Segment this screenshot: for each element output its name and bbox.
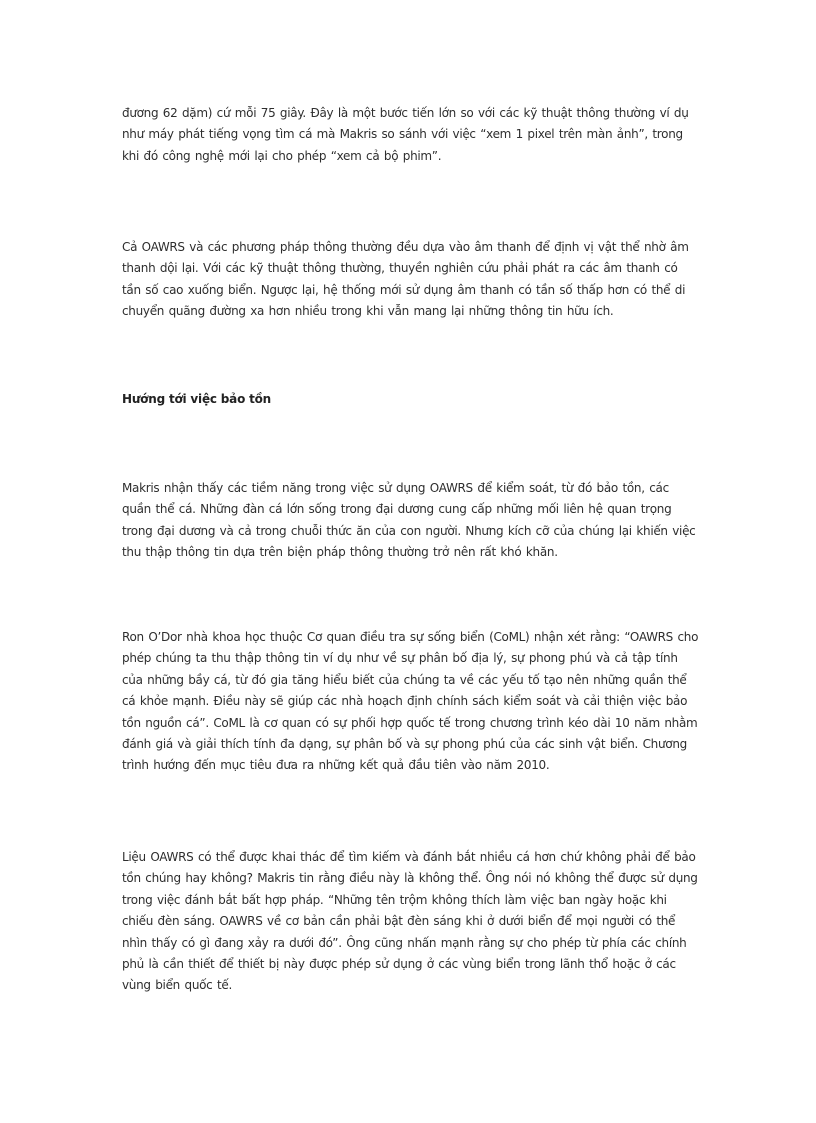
section-heading-conservation: Hướng tới việc bảo tồn: [122, 392, 272, 406]
paragraph-coml-quote: Ron O’Dor nhà khoa học thuộc Cơ quan điều tra sự sống biển (CoML) nhận xét rằng: “OAWRS cho phép chúng ta thu thập thông tin ví dụ như về sự phân bố địa lý, sự phong phú và cả tập tính của những bầy cá, từ đó gia tăng hiểu biết của chúng ta về các yếu tố tạo nên những quần thể cá khỏe mạnh. Điều này sẽ giúp các nhà hoạch định chính sách kiểm soát và cải thiện việc bảo tồn nguồn cá”. CoML là cơ quan có sự phối hợp quốc tế trong chương trình kéo dài 10 năm nhằm đánh giá và giải thích tính đa dạng, sự phân bố và sự phong phú của các sinh vật biển. Chương trình hướng đến mục tiêu đưa ra những kết quả đầu tiên vào năm 2010.: [122, 630, 699, 773]
paragraph-fish-imaging-comparison: đương 62 dặm) cứ mỗi 75 giây. Đây là một bước tiến lớn so với các kỹ thuật thông thường ví dụ như máy phát tiếng vọng tìm cá mà Makris so sánh với việc “xem 1 pixel trên màn ảnh”, trong khi đó công nghệ mới lại cho phép “xem cả bộ phim”.: [122, 106, 689, 163]
paragraph-sound-location: Cả OAWRS và các phương pháp thông thường đều dựa vào âm thanh để định vị vật thể nhờ âm thanh dội lại. Với các kỹ thuật thông thường, thuyền nghiên cứu phải phát ra các âm thanh có tần số cao xuống biển. Ngược lại, hệ thống mới sử dụng âm thanh có tần số thấp hơn có thể di chuyển quãng đường xa hơn nhiều trong khi vẫn mang lại những thông tin hữu ích.: [122, 240, 689, 319]
paragraph-makris-potential: Makris nhận thấy các tiềm năng trong việc sử dụng OAWRS để kiểm soát, từ đó bảo tồn, các quần thể cá. Những đàn cá lớn sống trong đại dương cung cấp những mối liên hệ quan trọng trong đại dương và cả trong chuỗi thức ăn của con người. Nhưng kích cỡ của chúng lại khiến việc thu thập thông tin dựa trên biện pháp thông thường trở nên rất khó khăn.: [122, 481, 696, 560]
paragraph-illegal-fishing: Liệu OAWRS có thể được khai thác để tìm kiếm và đánh bắt nhiều cá hơn chứ không phải để bảo tồn chúng hay không? Makris tin rằng điều này là không thể. Ông nói nó không thể được sử dụng trong việc đánh bắt bất hợp pháp. “Những tên trộm không thích làm việc ban ngày hoặc khi chiếu đèn sáng. OAWRS về cơ bản cần phải bật đèn sáng khi ở dưới biển để mọi người có thể nhìn thấy có gì đang xảy ra dưới đó”. Ông cũng nhấn mạnh rằng sự cho phép từ phía các chính phủ là cần thiết để thiết bị này được phép sử dụng ở các vùng biển trong lãnh thổ hoặc ở các vùng biển quốc tế.: [122, 850, 698, 993]
